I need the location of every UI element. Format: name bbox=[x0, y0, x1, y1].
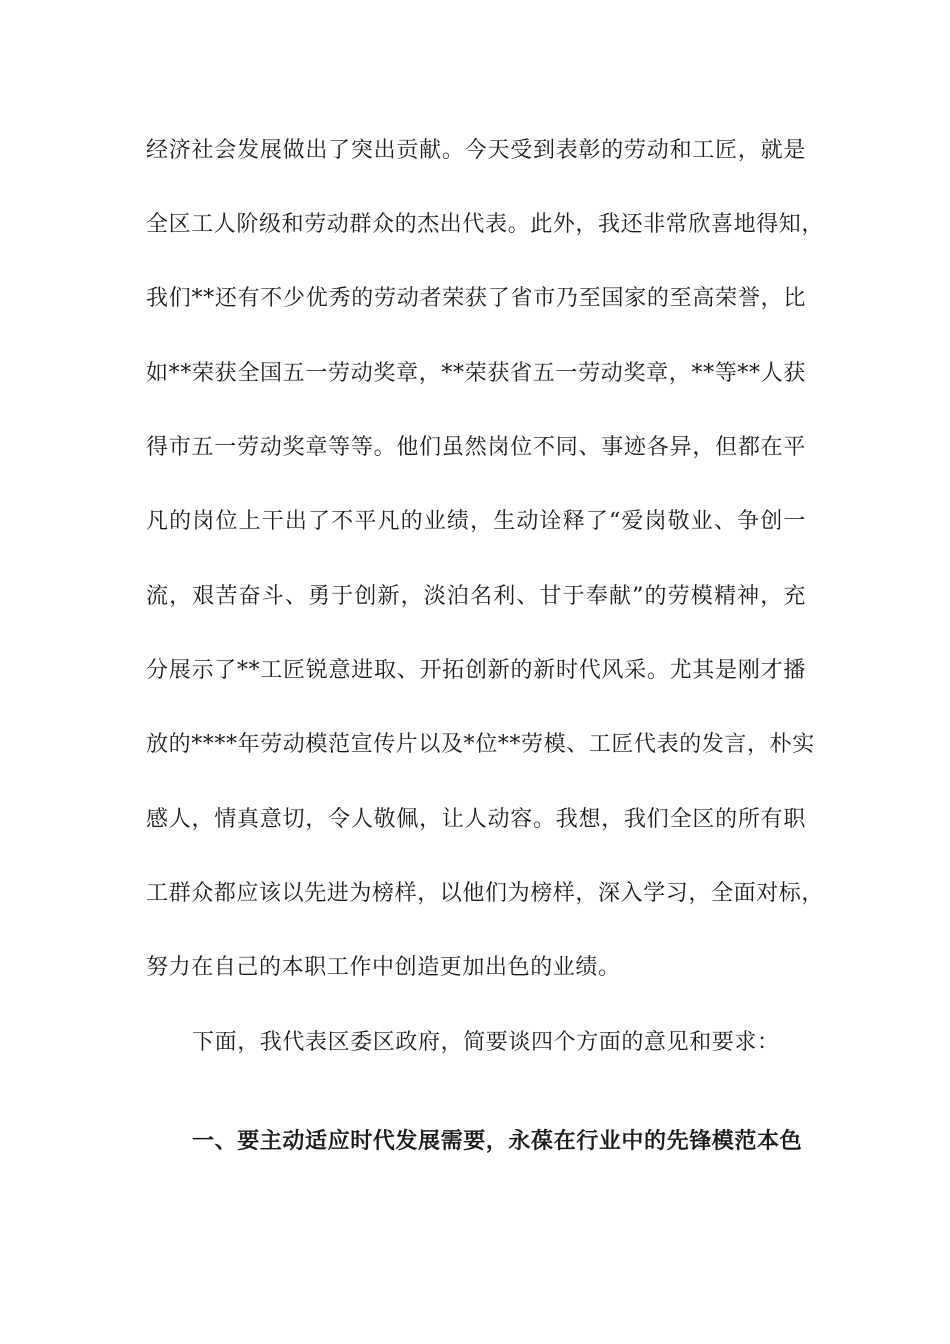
paragraph-line-last: 努力在自己的本职工作中创造更加出色的业绩。 bbox=[146, 955, 621, 980]
paragraph-line: 我们**还有不少优秀的劳动者荣获了省市乃至国家的至高荣誉，比 bbox=[146, 286, 806, 311]
paragraph-line: 得市五一劳动奖章等等。他们虽然岗位不同、事迹各异，但都在平 bbox=[146, 435, 806, 460]
paragraph-line: 分展示了**工匠锐意进取、开拓创新的新时代风采。尤其是刚才播 bbox=[146, 658, 806, 683]
paragraph-line: 感人，情真意切，令人敬佩，让人动容。我想，我们全区的所有职 bbox=[146, 807, 806, 832]
paragraph-line: 如**荣获全国五一劳动奖章，**荣获省五一劳动奖章，**等**人获 bbox=[146, 361, 806, 386]
paragraph-line: 全区工人阶级和劳动群众的杰出代表。此外，我还非常欣喜地得知， bbox=[146, 212, 825, 237]
paragraph-line: 流，艰苦奋斗、勇于创新，淡泊名利、甘于奉献”的劳模精神，充 bbox=[146, 584, 806, 609]
paragraph-line: 放的****年劳动模范宣传片以及*位**劳模、工匠代表的发言，朴实 bbox=[146, 732, 815, 757]
section-heading: 一、要主动适应时代发展需要，永葆在行业中的先锋模范本色 bbox=[192, 1129, 803, 1154]
paragraph-line: 工群众都应该以先进为榜样，以他们为榜样，深入学习，全面对标， bbox=[146, 881, 825, 906]
intro-line: 下面，我代表区委区政府，简要谈四个方面的意见和要求： bbox=[192, 1030, 780, 1055]
paragraph-line: 经济社会发展做出了突出贡献。今天受到表彰的劳动和工匠，就是 bbox=[146, 138, 806, 163]
paragraph-line: 凡的岗位上干出了不平凡的业绩，生动诠释了“爱岗敬业、争创一 bbox=[146, 509, 806, 534]
